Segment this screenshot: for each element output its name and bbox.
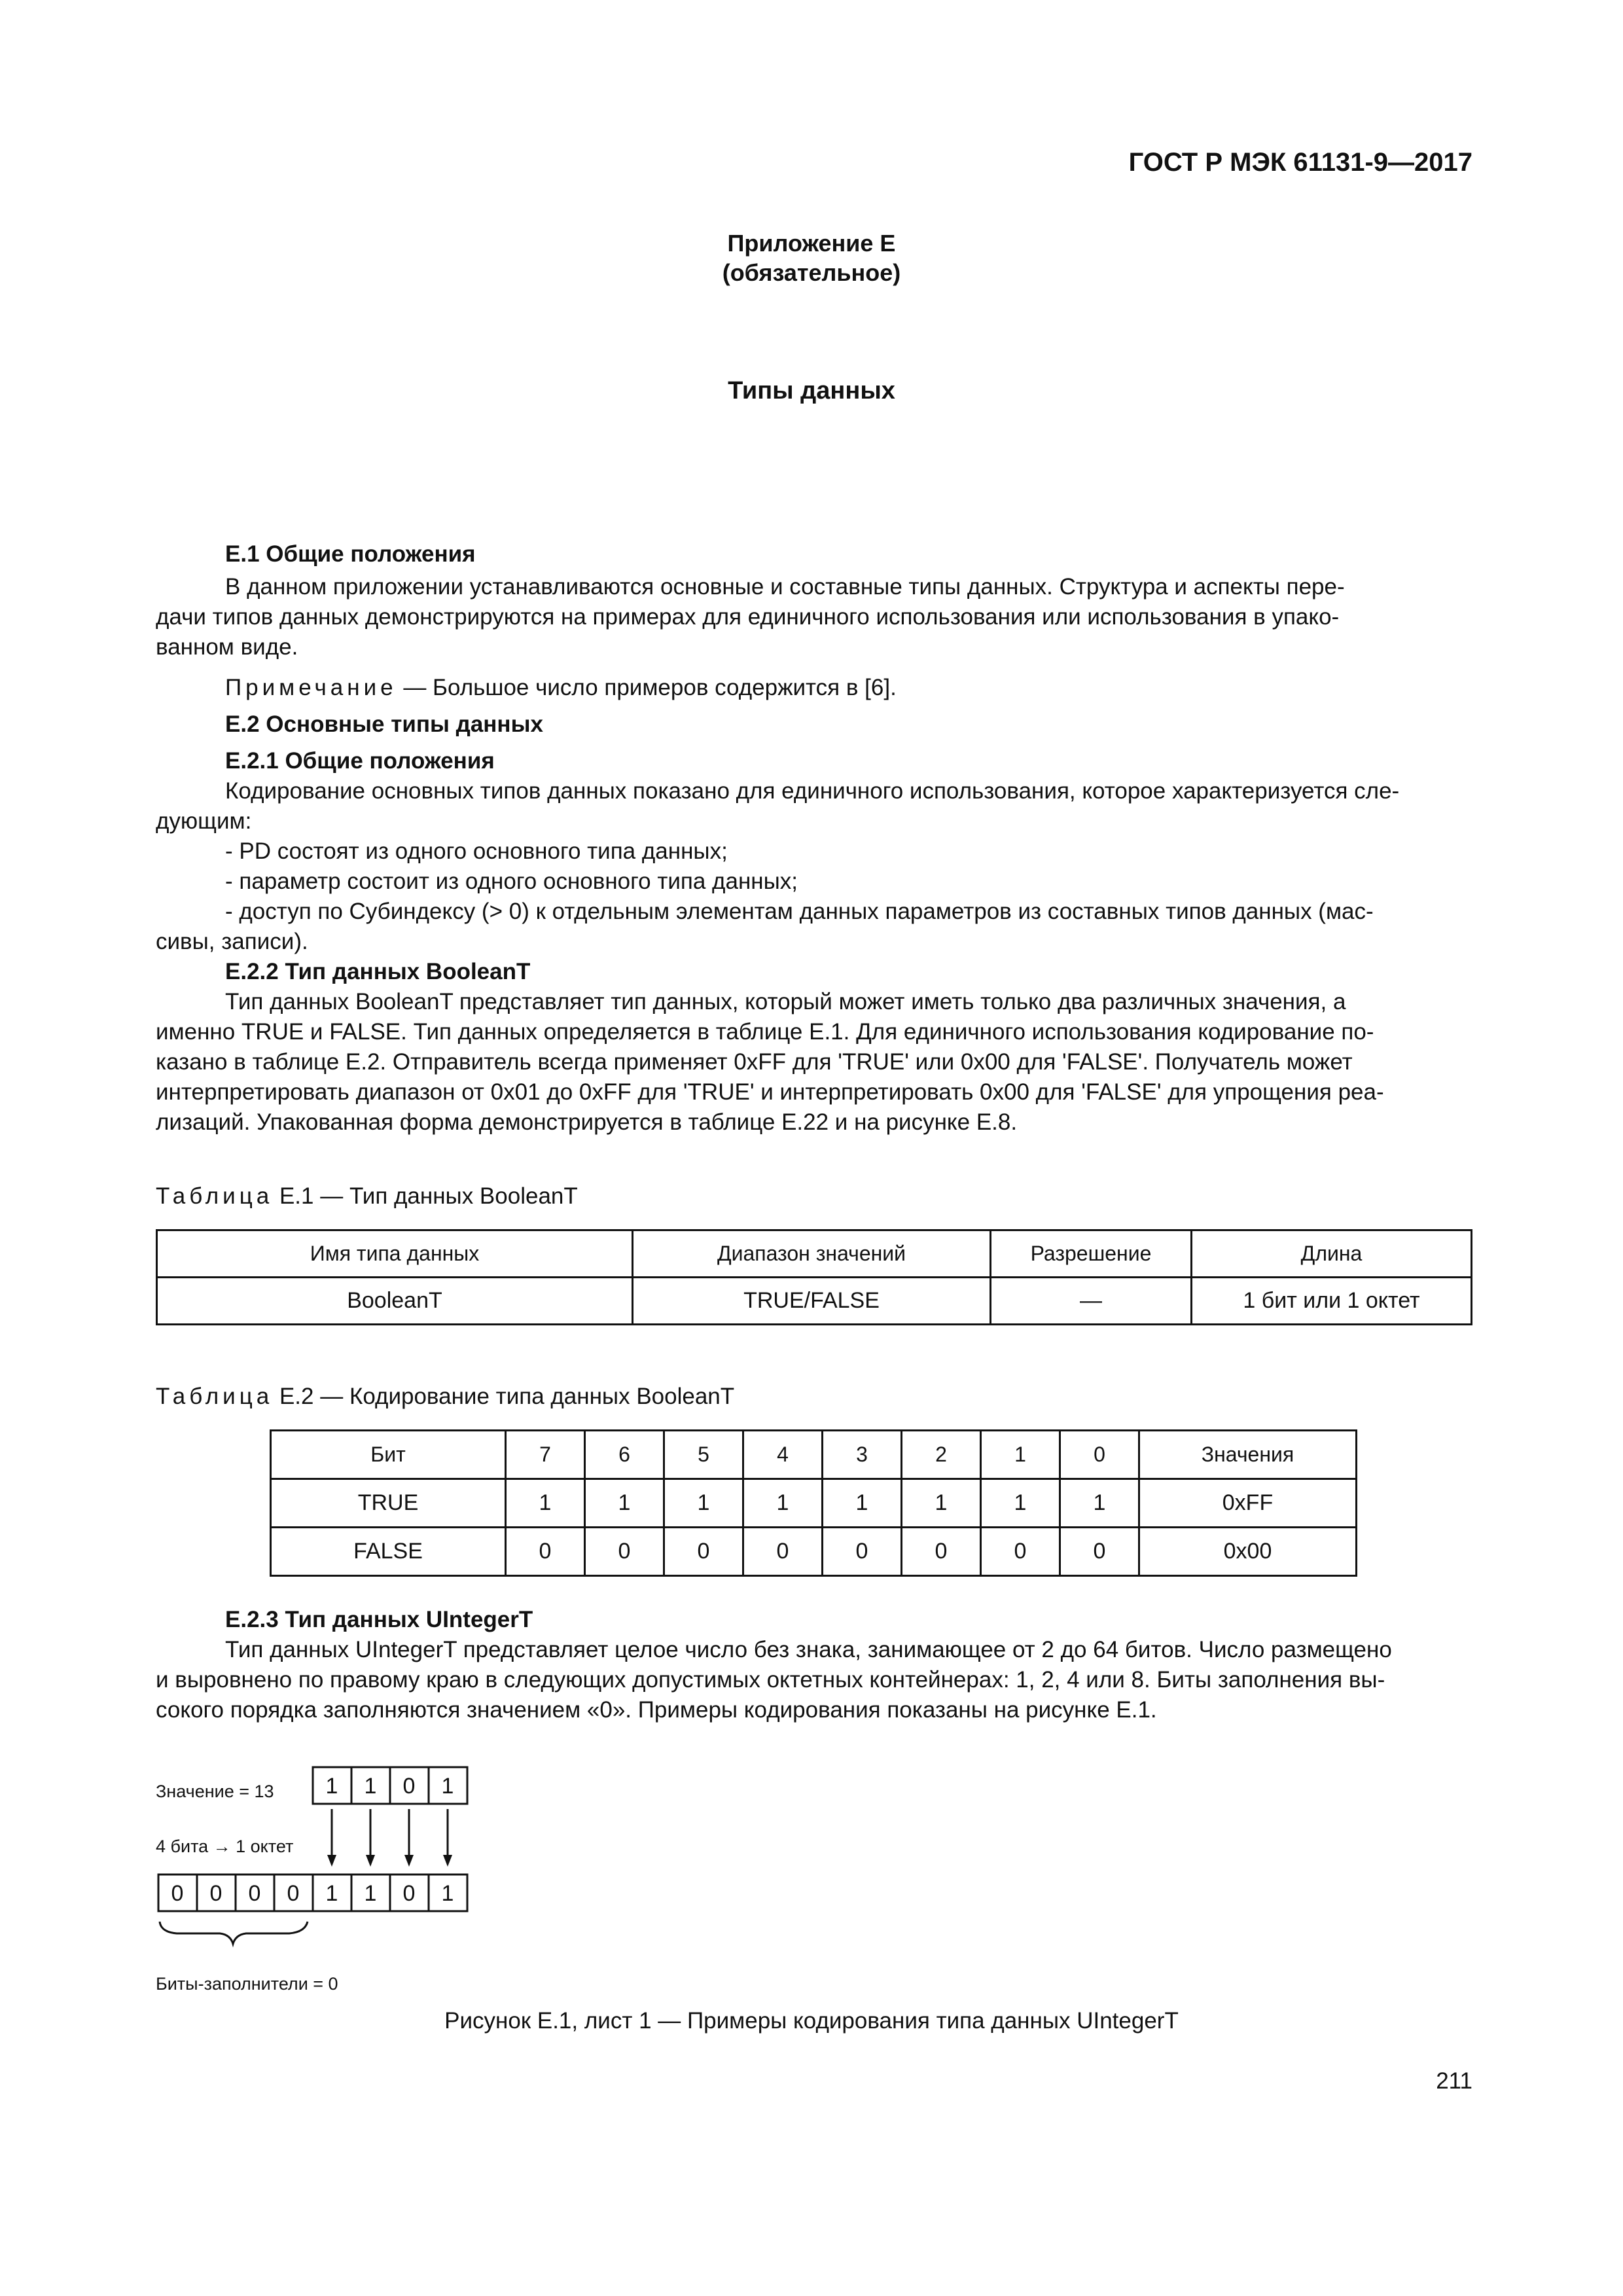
table-cell: TRUE	[271, 1479, 506, 1528]
paragraph-line: Тип данных BooleanT представляет тип данных, который может иметь только два различных значения, а	[225, 989, 1346, 1014]
table-cell: 0	[743, 1528, 823, 1576]
table-header-cell: Имя типа данных	[157, 1230, 633, 1278]
octet-bits-box	[158, 1874, 467, 1911]
annex-name: Типы данных	[728, 377, 895, 404]
paragraph-line: Кодирование основных типов данных показано для единичного использования, которое характеризуется сле-	[225, 778, 1400, 804]
document-code: ГОСТ Р МЭК 61131-9—2017	[1128, 148, 1472, 177]
table-cell: 0	[585, 1528, 664, 1576]
octet-bit: 1	[441, 1881, 454, 1906]
table-cell: 0	[902, 1528, 981, 1576]
octet-bit: 0	[209, 1881, 223, 1906]
octet-bit: 0	[171, 1881, 184, 1906]
table-header-cell: 7	[506, 1431, 585, 1479]
paragraph-line: В данном приложении устанавливаются основные и составные типы данных. Структура и аспекты пере-	[225, 574, 1345, 600]
mapping-arrows	[332, 1809, 448, 1856]
table-header-cell: Длина	[1192, 1230, 1472, 1278]
paragraph-line: казано в таблице Е.2. Отправитель всегда применяет 0xFF для 'TRUE' или 0x00 для 'FALSE'. Получатель может	[156, 1049, 1353, 1075]
table-header-cell: 3	[823, 1431, 902, 1479]
list-item-continuation: сивы, записи).	[156, 929, 308, 954]
table-label: Таблица	[156, 1384, 274, 1409]
list-item: - параметр состоит из одного основного типа данных;	[225, 869, 798, 894]
paragraph-line: и выровнено по правому краю в следующих допустимых октетных контейнерах: 1, 2, 4 или 8. Биты заполнения вы-	[156, 1667, 1385, 1693]
padding-brace	[160, 1922, 308, 1944]
table-cell: 1	[981, 1479, 1060, 1528]
octet-bit: 0	[287, 1881, 300, 1906]
octet-bit: 1	[364, 1881, 377, 1906]
arrow-heads	[327, 1855, 452, 1867]
page-number: 211	[1436, 2068, 1472, 2094]
octet-bit: 0	[248, 1881, 261, 1906]
table-cell: 0x00	[1139, 1528, 1357, 1576]
table-cell: TRUE/FALSE	[633, 1278, 991, 1325]
annex-status: (обязательное)	[722, 259, 901, 286]
list-item: - PD состоят из одного основного типа данных;	[225, 838, 728, 864]
paragraph-line: дачи типов данных демонстрируются на примерах для единичного использования или использования в упако-	[156, 604, 1340, 630]
octet-bit: 0	[402, 1881, 416, 1906]
table-cell: 1	[664, 1479, 743, 1528]
value-bit: 1	[325, 1774, 338, 1799]
table-header-cell: 2	[902, 1431, 981, 1479]
table-cell: 1	[823, 1479, 902, 1528]
annex-title: Приложение Е	[727, 230, 896, 257]
table-cell: 0	[823, 1528, 902, 1576]
figure-caption: Рисунок Е.1, лист 1 — Примеры кодирования типа данных UIntegerT	[444, 2008, 1179, 2034]
table-caption-text: Е.1 — Тип данных BooleanT	[273, 1183, 578, 1209]
table-header-cell: 6	[585, 1431, 664, 1479]
value-bit: 0	[402, 1774, 416, 1799]
value-bit: 1	[364, 1774, 377, 1799]
table-cell: 0	[664, 1528, 743, 1576]
heading-e21: Е.2.1 Общие положения	[225, 748, 495, 774]
value-bit: 1	[441, 1774, 454, 1799]
list-item: - доступ по Субиндексу (> 0) к отдельным элементам данных параметров из составных типов данных (мас-	[225, 899, 1374, 924]
table-cell: 1	[506, 1479, 585, 1528]
table-header-cell: Значения	[1139, 1431, 1357, 1479]
table-header-cell: Диапазон значений	[633, 1230, 991, 1278]
heading-e2: Е.2 Основные типы данных	[225, 711, 543, 737]
heading-e23: Е.2.3 Тип данных UIntegerT	[225, 1607, 533, 1632]
heading-e22: Е.2.2 Тип данных BooleanT	[225, 959, 531, 984]
octet-bit: 1	[325, 1881, 338, 1906]
paragraph-line: сокого порядка заполняются значением «0». Примеры кодирования показаны на рисунке Е.1.	[156, 1697, 1157, 1723]
paragraph-line: дующим:	[156, 808, 252, 834]
table-cell: BooleanT	[157, 1278, 633, 1325]
paragraph-line: именно TRUE и FALSE. Тип данных определяется в таблице Е.1. Для единичного использования кодирование по-	[156, 1019, 1374, 1045]
paragraph-line: лизаций. Упакованная форма демонстрируется в таблице Е.22 и на рисунке Е.8.	[156, 1109, 1018, 1135]
table-cell: 0	[981, 1528, 1060, 1576]
table-label: Таблица	[156, 1183, 274, 1209]
padding-label: Биты-заполнители = 0	[156, 1974, 338, 1994]
table-cell: 0	[1060, 1528, 1139, 1576]
table-caption-text: Е.2 — Кодирование типа данных BooleanT	[273, 1384, 735, 1409]
table-header-cell: Разрешение	[991, 1230, 1192, 1278]
table-cell: 0xFF	[1139, 1479, 1357, 1528]
mapping-label: 4 бита → 1 октет	[156, 1837, 294, 1856]
table-header-cell: Бит	[271, 1431, 506, 1479]
heading-e1: Е.1 Общие положения	[225, 541, 476, 567]
table-cell: —	[991, 1278, 1192, 1325]
table-header-cell: 5	[664, 1431, 743, 1479]
table-cell: FALSE	[271, 1528, 506, 1576]
table-cell: 1	[743, 1479, 823, 1528]
table-header-cell: 1	[981, 1431, 1060, 1479]
table-cell: 1	[1060, 1479, 1139, 1528]
table-header-cell: 4	[743, 1431, 823, 1479]
value-label: Значение = 13	[156, 1782, 274, 1801]
table-cell: 1 бит или 1 октет	[1192, 1278, 1472, 1325]
table-cell: 1	[902, 1479, 981, 1528]
table-header-cell: 0	[1060, 1431, 1139, 1479]
paragraph-line: интерпретировать диапазон от 0x01 до 0xFF для 'TRUE' и интерпретировать 0x00 для 'FALSE' для упрощения реа-	[156, 1079, 1384, 1105]
note-label: Примечание	[225, 675, 397, 700]
table-cell: 0	[506, 1528, 585, 1576]
paragraph-line: Тип данных UIntegerT представляет целое число без знака, занимающее от 2 до 64 битов. Число размещено	[225, 1637, 1392, 1662]
note-text: — Большое число примеров содержится в [6].	[397, 675, 897, 700]
table-cell: 1	[585, 1479, 664, 1528]
paragraph-line: ванном виде.	[156, 634, 298, 660]
